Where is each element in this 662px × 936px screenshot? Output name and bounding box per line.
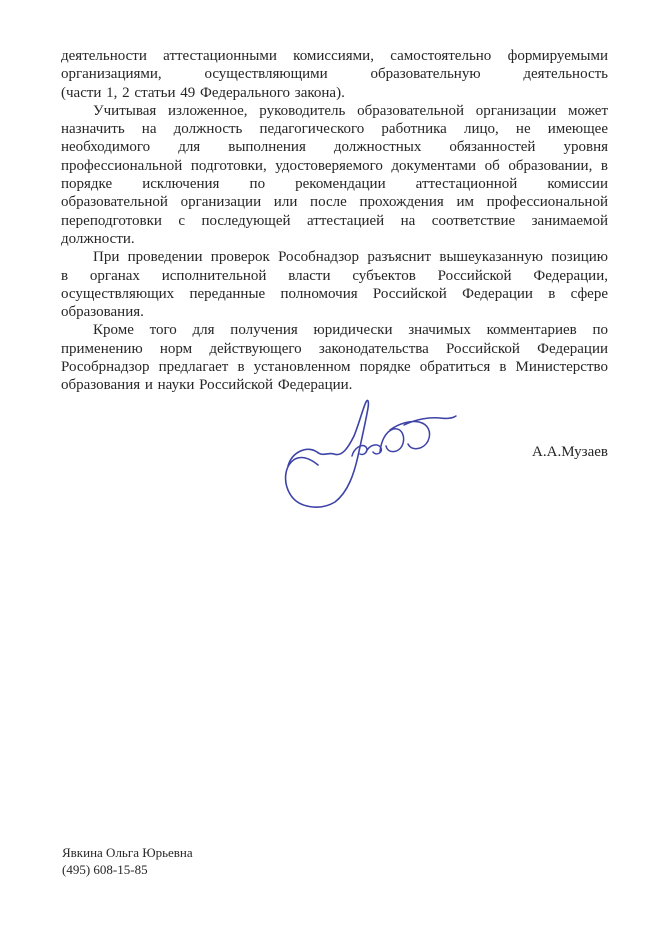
footer-contact-phone: (495) 608-15-85 bbox=[62, 861, 148, 877]
text-line: (части 1, 2 статьи 49 Федерального закона). bbox=[61, 84, 345, 101]
text-line: должности. bbox=[61, 230, 135, 247]
text-line: необходимого для выполнения должностных обязанностей уровня bbox=[61, 139, 608, 156]
text-line: образования и науки Российской Федерации. bbox=[61, 377, 353, 394]
footer-contact-name: Явкина Ольга Юрьевна bbox=[62, 845, 193, 860]
footer-contact bbox=[62, 845, 193, 878]
text-line: деятельности аттестационными комиссиями, самостоятельно формируемыми bbox=[61, 48, 608, 64]
text-line: применению норм действующего законодательства Российской Федерации bbox=[61, 340, 608, 357]
text-line: образования. bbox=[61, 304, 144, 321]
text-line: осуществляющих переданные полномочия Российской Федерации в сфере bbox=[61, 285, 608, 302]
text-line: Кроме того для получения юридически значимых комментариев по bbox=[93, 322, 608, 339]
text-line: организациями, осуществляющими образовательную деятельность bbox=[61, 66, 608, 83]
body-text bbox=[61, 47, 608, 395]
signatory-name: А.А.Музаев bbox=[532, 444, 608, 460]
text-line: Рособрнадзор предлагает в установленном порядке обратиться в Министерство bbox=[61, 359, 608, 376]
text-line: При проведении проверок Рособнадзор разъяснит вышеуказанную позицию bbox=[93, 249, 608, 266]
text-line: образовательной организации или после прохождения им профессиональной bbox=[61, 194, 608, 211]
text-line: в органах исполнительной власти субъектов Российской Федерации, bbox=[61, 267, 608, 284]
text-line: профессиональной подготовки, удостоверяемого документами об образовании, в bbox=[61, 157, 608, 174]
text-line: переподготовки с последующей аттестацией на соответствие занимаемой bbox=[61, 212, 608, 229]
text-line: Учитывая изложенное, руководитель образовательной организации может bbox=[93, 102, 608, 119]
text-line: назначить на должность педагогического работника лицо, не имеющее bbox=[61, 121, 608, 138]
text-line: порядке исключения по рекомендации аттестационной комиссии bbox=[61, 176, 608, 193]
